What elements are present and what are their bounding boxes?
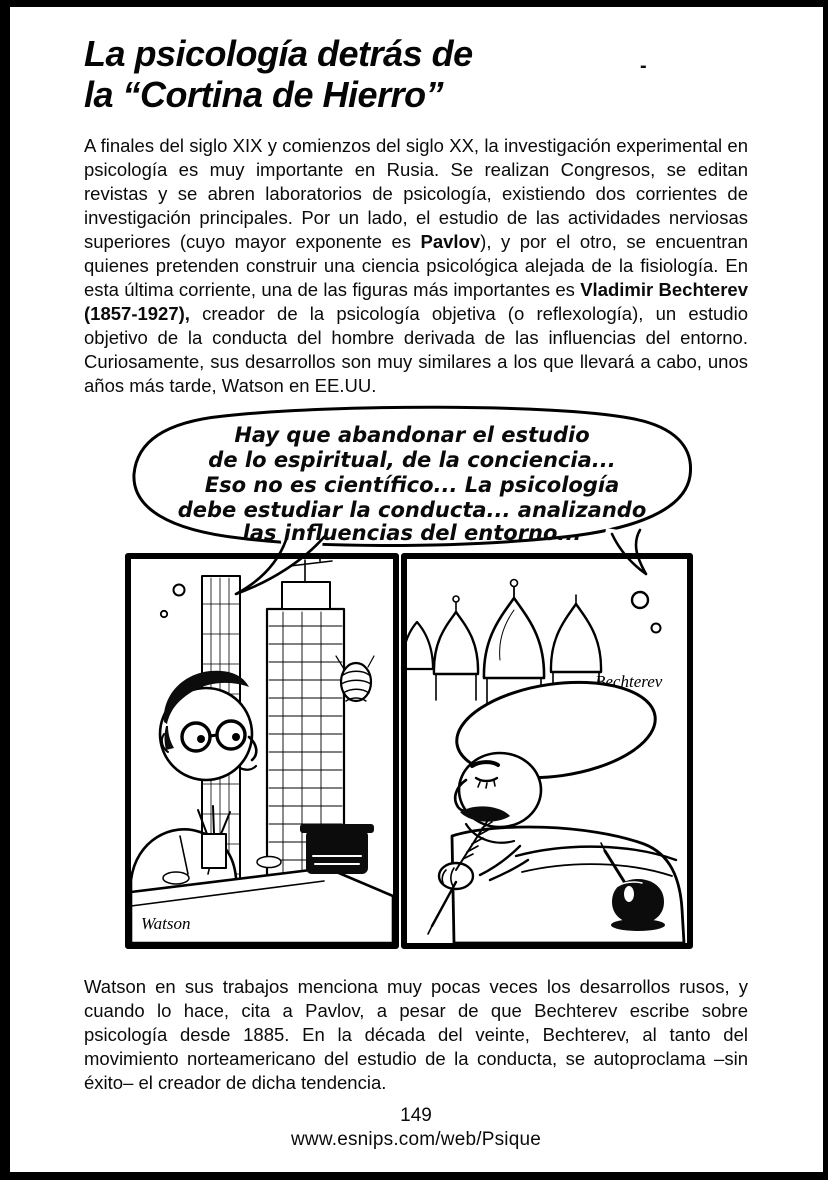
- bechterev-label: Bechterev: [595, 671, 663, 691]
- footer-url: www.esnips.com/web/Psique: [291, 1128, 541, 1150]
- intro-segment-2: ), y por el otro, se encuentran quienes pretenden construir una ciencia psicológica alejada de la fisiología. En esta última corriente, una de las figuras más importantes es: [84, 230, 749, 300]
- title-line-1: La psicología detrás de: [84, 33, 473, 74]
- page-number: 149: [400, 1104, 432, 1126]
- intro-paragraph: [84, 134, 748, 398]
- page-content: [84, 7, 748, 1151]
- title-line-2: la “Cortina de Hierro”: [84, 74, 444, 116]
- comic-panel-watson: [128, 554, 396, 946]
- comic-illustration: [84, 404, 748, 956]
- outro-paragraph: Watson en sus trabajos menciona muy pocas veces los desarrollos rusos, y cuando lo hace, cita a Pavlov, a pesar de que Bechterev escribe sobre psicología desde 1885. En la década del veinte, Bechterev, al tanto del movimiento norteamericano del estudio de la conducta, se autoproclama –sin éxito– el creador de dicha tendencia.: [84, 975, 748, 1093]
- bubble-text-line-4: debe estudiar la conducta... analizando: [177, 497, 647, 522]
- bubble-text-line-2: de lo espiritual, de la conciencia...: [208, 447, 616, 472]
- comic-panel-bechterev: [402, 556, 690, 946]
- bubble-text-line-3: Eso no es científico... La psicología: [204, 472, 620, 497]
- bubble-text-line-5: las influencias del entorno...: [242, 520, 582, 545]
- intro-segment-1: A finales del siglo XIX y comienzos del siglo XX, la investigación experimental en psicología es muy importante en Rusia. Se realizan Congresos, se editan revistas y se abren laboratorios de psicología, existiendo dos corrientes de investigación principales. Por un lado, el estudio de las actividades nerviosas superiores (cuyo mayor exponente es: [84, 134, 748, 252]
- bubble-text-line-1: Hay que abandonar el estudio: [234, 422, 590, 447]
- page-title: [84, 33, 748, 116]
- intro-segment-3: creador de la psicología objetiva (o reflexología), un estudio objetivo de la conducta del hombre derivada de las influencias del entorno. Curiosamente, sus desarrollos son muy similares a los que llevará a cabo, unos años más tarde, Watson en EE.UU.: [84, 302, 748, 396]
- bechterev-bold-text: Vladimir Bechterev (1857-1927),: [84, 278, 748, 324]
- stray-mark: -: [640, 55, 647, 77]
- watson-label: Watson: [141, 913, 191, 933]
- comic-illustration-wrap: [84, 404, 748, 961]
- pavlov-bold-text: Pavlov: [420, 230, 481, 252]
